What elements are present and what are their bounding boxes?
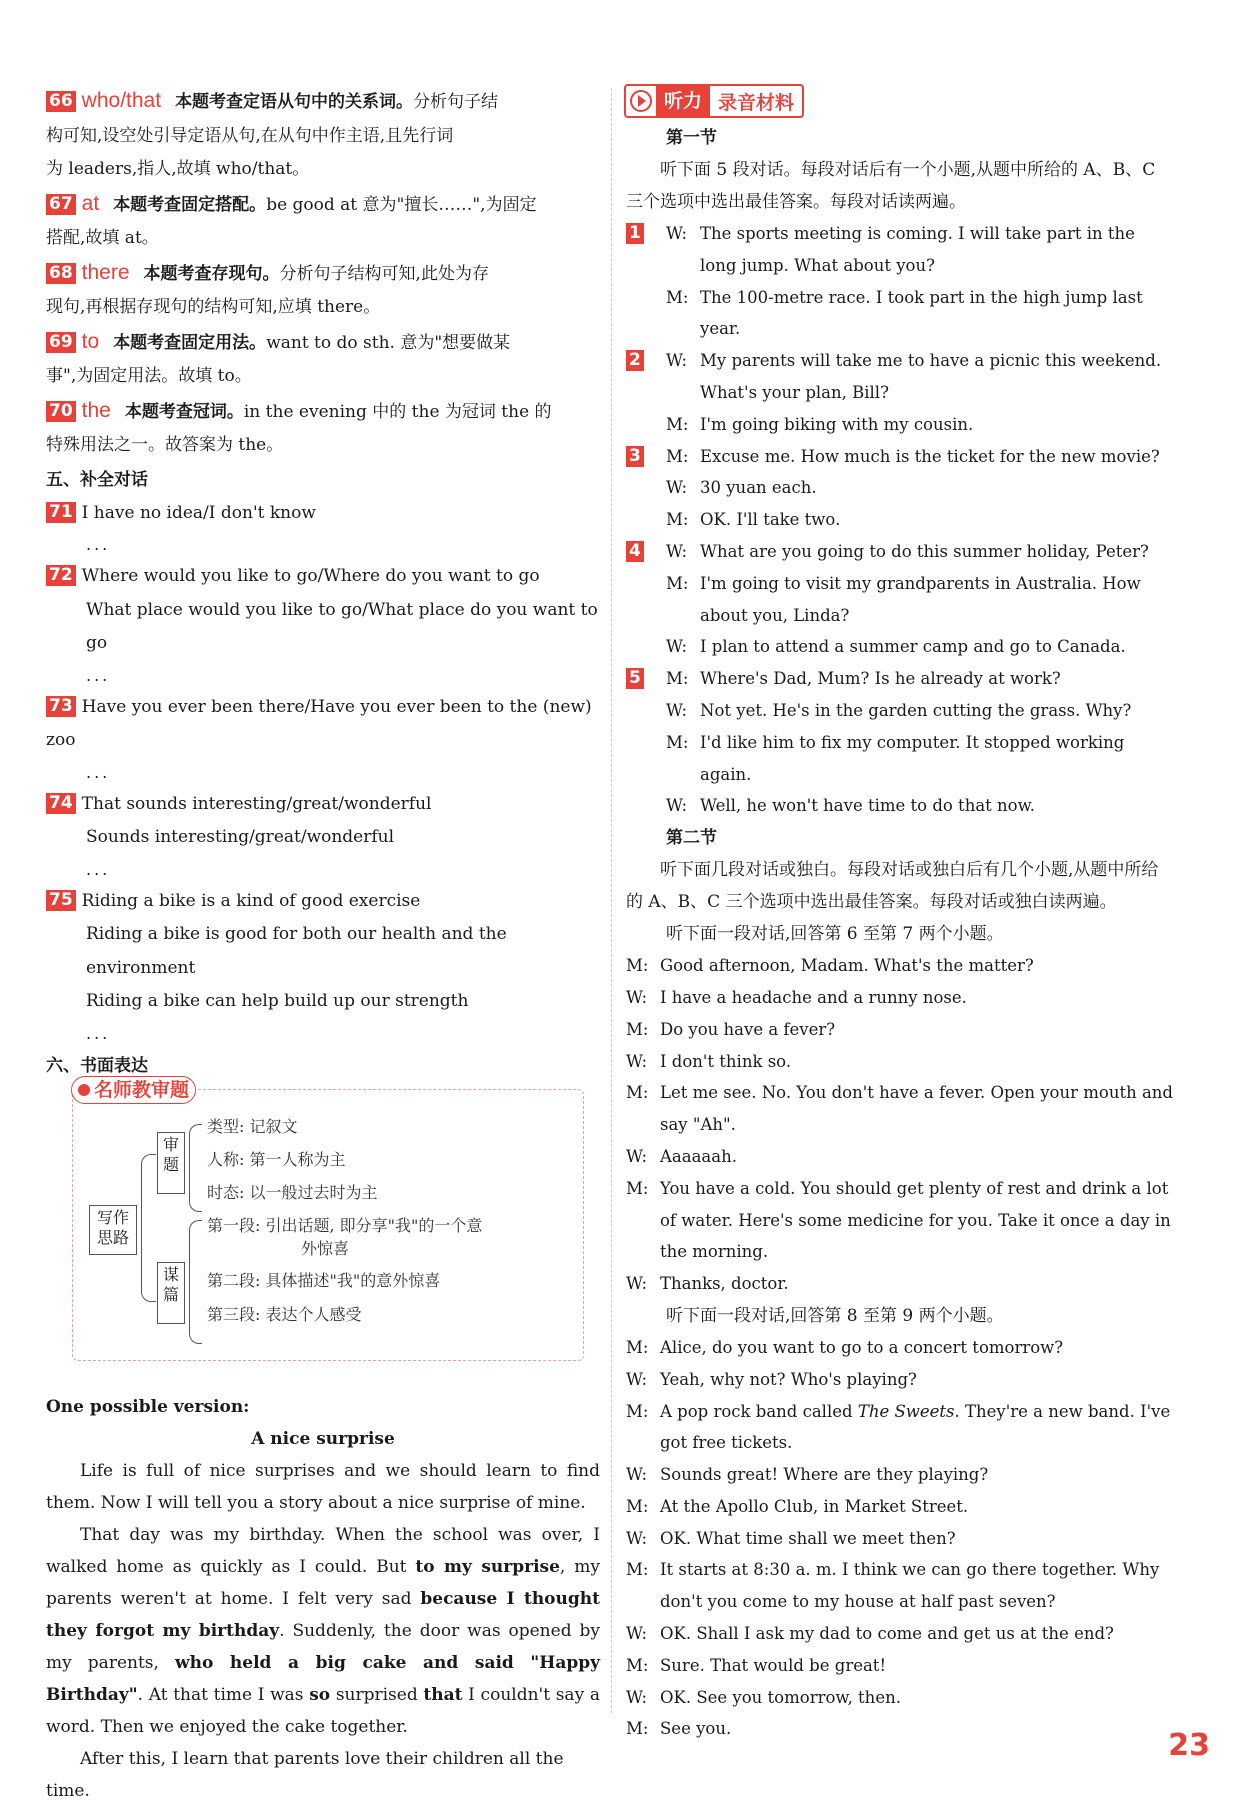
speaker: M: [666,510,689,530]
dialog-line [626,472,1174,504]
utterance [660,1491,1174,1523]
dialog-number-slot [626,345,666,409]
speaker: M: [666,287,689,307]
dialog-line [626,536,1174,568]
text-span: Thanks, doctor. [660,1274,789,1294]
answer-line: Have you ever been there/Have you ever been to the (new) zoo [46,696,592,750]
question-number: 71 [46,502,76,523]
answer-70 [46,394,600,463]
dialog-number: 4 [626,541,644,562]
answer-line: Riding a bike is a kind of good exercise [81,890,421,911]
utterance [660,1014,1174,1046]
dialog-answer-71 [46,497,600,561]
ellipsis: ... [86,1023,111,1043]
question-number: 69 [46,332,76,353]
listening-label: 听力 [656,86,710,116]
answer-text: there [81,260,130,284]
speaker: M: [626,1019,649,1039]
answer-line: I have no idea/I don't know [81,502,316,523]
dialog-line [626,568,1174,632]
text-span: The sports meeting is coming. I will take part in the long jump. What about you? [700,224,1135,275]
dialog-line [626,504,1174,536]
dialog-line [626,282,1174,346]
speaker: M: [626,1655,649,1675]
dialog-line [626,1618,1174,1650]
dialog-number-slot [626,282,666,346]
speaker: M: [626,1178,649,1198]
analysis-line: be good at 意为"擅长……",为固定 [266,194,537,215]
dialog-answer-72 [46,560,600,691]
page-number: 23 [1168,1728,1210,1763]
teacher-tips-label: 名师教审题 [94,1078,190,1101]
bold-span: that [423,1684,463,1705]
dialog-line [626,1682,1174,1714]
utterance [700,695,1174,727]
dialog-number-slot [626,790,666,822]
dialog-line [626,1014,1174,1046]
utterance [660,1618,1174,1650]
dialog-line [626,950,1174,982]
analysis-line: in the evening 中的 the 为冠词 the 的 [243,401,552,422]
essay-label: One possible version: [46,1396,250,1417]
utterance [660,1459,1174,1491]
text-span: Not yet. He's in the garden cutting the grass. Why? [700,700,1132,720]
speaker: W: [626,1465,648,1485]
dialog-line [626,1141,1174,1173]
speaker: M: [666,669,689,689]
question-number: 66 [46,91,76,112]
analysis-title: 本题考查定语从句中的关系词。 [175,92,414,112]
utterance [660,1713,1174,1745]
dialog-number-slot [626,409,666,441]
speaker: W: [626,1146,648,1166]
dialog-answer-74 [46,788,600,885]
utterance [660,1682,1174,1714]
conversation2-instructions: 听下面一段对话,回答第 8 至第 9 两个小题。 [666,1305,1004,1326]
text-span: See you. [660,1719,732,1739]
question-number: 75 [46,890,76,911]
tip-item: 第二段: 具体描述"我"的意外惊喜 [207,1270,441,1290]
bold-span: so [309,1684,331,1705]
analysis-title: 本题考查固定用法。 [113,332,267,353]
utterance [660,1364,1174,1396]
text-span: Where's Dad, Mum? Is he already at work? [700,669,1061,689]
utterance [700,504,1174,536]
analysis-line: 分析句子结 [413,92,499,112]
dialog-line [626,1268,1174,1300]
speaker: W: [666,541,688,561]
tip-item: 外惊喜 [301,1238,350,1258]
speaker: W: [666,224,688,243]
dialog-line [626,1077,1174,1141]
analysis-title: 本题考查存现句。 [143,263,280,284]
text-span: Good afternoon, Madam. What's the matter? [660,956,1034,976]
text-span: OK. What time shall we meet then? [660,1528,956,1548]
speaker: W: [626,1624,648,1644]
text-span: Aaaaaah. [660,1146,737,1166]
speaker: M: [626,1719,649,1739]
utterance [700,441,1174,473]
bold-span: who held a big cake and said "Happy Birthday" [46,1652,600,1705]
dialog-number-slot [626,663,666,695]
text-span: Alice, do you want to go to a concert tomorrow? [660,1337,1064,1357]
ellipsis: ... [86,665,111,685]
tip-item: 时态: 以一般过去时为主 [207,1182,378,1202]
dialog-line [626,409,1174,441]
branch-label: 审题 [162,1134,179,1174]
answer-line: That sounds interesting/great/wonderful [81,793,432,814]
text-span: I don't think so. [660,1051,792,1071]
dialog-number-slot [626,695,666,727]
dialog-number-slot [626,631,666,663]
utterance [700,409,1174,441]
analysis-line: 搭配,故填 at。 [46,228,159,248]
dialog-line [626,1713,1174,1745]
root-brace [141,1154,156,1302]
tip-item: 第一段: 引出话题, 即分享"我"的一个意 [207,1215,483,1235]
answer-line: Riding a bike is good for both our health and the environment [86,924,507,978]
utterance [660,1046,1174,1078]
dialog-number: 5 [626,668,644,689]
speaker: W: [666,700,688,720]
speaker: M: [626,1337,649,1357]
utterance [660,950,1174,982]
conversation1-instructions: 听下面一段对话,回答第 6 至第 7 两个小题。 [666,924,1004,945]
text-span: OK. I'll take two. [700,510,841,530]
bold-span: because I thought they forgot my birthday [46,1588,600,1641]
utterance [700,631,1174,663]
right-column [626,84,1174,1745]
answer-text: to [81,329,100,353]
essay-paragraph: After this, I learn that parents love their children all the time. [46,1748,564,1801]
analysis-line: 特殊用法之一。故答案为 the。 [46,435,284,455]
question-number: 73 [46,696,76,717]
utterance [660,1396,1174,1460]
dialog-number-slot [626,568,666,632]
speaker: W: [626,1369,648,1389]
text-span: That day was my birthday. When the school was over, I walked home as quickly as I could. But [46,1524,600,1577]
text-span: I plan to attend a summer camp and go to Canada. [700,637,1126,657]
dialog-line [626,631,1174,663]
speaker: W: [666,796,688,816]
conversation-2 [626,1332,1174,1745]
text-span: Well, he won't have time to do that now. [700,796,1036,816]
speaker: W: [626,1528,648,1548]
utterance [660,1332,1174,1364]
dialog-number-slot [626,218,666,282]
analysis-line: 事",为固定用法。故填 to。 [46,366,252,386]
dialog-number: 3 [626,446,644,467]
speaker: M: [626,1496,649,1516]
question-number: 68 [46,263,76,284]
essay-paragraph [46,1519,600,1743]
utterance [700,472,1174,504]
dialog-list [626,218,1174,822]
utterance [660,1268,1174,1300]
question-number: 70 [46,401,76,422]
speaker: M: [666,446,689,466]
speaker: W: [626,987,648,1007]
answer-69 [46,325,600,394]
dialog-line [626,345,1174,409]
answer-text: who/that [81,89,162,112]
utterance [700,727,1174,791]
text-span: surprised [330,1684,424,1705]
analysis-title: 本题考查固定搭配。 [113,194,267,215]
text-span: I'm going to visit my grandparents in Australia. How about you, Linda? [700,573,1141,625]
text-span: You have a cold. You should get plenty of rest and drink a lot of water. Here's some medicine for you. Take it once a day in the morning. [660,1178,1171,1262]
tip-item: 第三段: 表达个人感受 [207,1304,362,1324]
italic-span: The Sweets [857,1401,955,1421]
text-span: The 100-metre race. I took part in the high jump last year. [700,287,1143,339]
branch1-brace [189,1124,202,1212]
speaker: W: [666,637,688,657]
speaker: M: [626,1083,649,1103]
dialog-line [626,695,1174,727]
question-number: 67 [46,194,76,215]
column-divider [611,88,612,1713]
utterance [660,1173,1174,1268]
branch-label: 谋篇 [162,1264,179,1304]
ellipsis: ... [86,859,111,879]
speaker: W: [626,1274,648,1294]
dialog-number: 2 [626,350,644,371]
text-span: I have a headache and a runny nose. [660,987,967,1007]
branch-moupian [157,1262,185,1324]
text-span: Sure. That would be great! [660,1655,887,1675]
utterance [660,1141,1174,1173]
text-span: Let me see. No. You don't have a fever. Open your mouth and say "Ah". [660,1083,1173,1135]
text-span: I'm going biking with my cousin. [700,414,974,434]
root-node [89,1205,137,1255]
utterance [700,568,1174,632]
dialog-line [626,790,1174,822]
text-span: I couldn't say a word. Then we enjoyed the cake together. [46,1684,600,1737]
utterance [700,536,1174,568]
text-span: My parents will take me to have a picnic this weekend. What's your plan, Bill? [700,351,1162,402]
text-span: At the Apollo Club, in Market Street. [660,1496,969,1516]
text-span: Excuse me. How much is the ticket for the new movie? [700,446,1160,466]
text-span: Yeah, why not? Who's playing? [660,1369,917,1389]
dialog-answer-75 [46,885,600,1049]
utterance [660,1523,1174,1555]
dialog-line [626,1396,1174,1460]
dialog-line [626,1046,1174,1078]
dialog-number-slot [626,504,666,536]
text-span: . Suddenly, the door was opened by my parents, [46,1620,601,1673]
part2-instructions: 听下面几段对话或独白。每段对话或独白后有几个小题,从题中所给的 A、B、C 三个选项中选出最佳答案。每段对话或独白读两遍。 [626,860,1159,913]
utterance [700,218,1174,282]
dialog-line [626,218,1174,282]
part2-title: 第二节 [666,828,717,849]
text-span: It starts at 8:30 a. m. I think we can go there together. Why don't you come to my house at half past seven? [660,1560,1160,1612]
text-span: OK. See you tomorrow, then. [660,1687,901,1707]
text-span: 30 yuan each. [700,478,817,498]
part1-instructions: 听下面 5 段对话。每段对话后有一个小题,从题中所给的 A、B、C 三个选项中选出最佳答案。每段对话读两遍。 [626,160,1156,212]
answer-66 [46,84,600,187]
teacher-tips-box [72,1078,584,1361]
text-span: What are you going to do this summer holiday, Peter? [700,541,1149,561]
branch2-brace [189,1220,202,1344]
part1-title: 第一节 [666,128,717,148]
dialog-line [626,1554,1174,1618]
section-6-title: 六、书面表达 [46,1055,148,1076]
dialog-line [626,982,1174,1014]
question-number: 74 [46,793,76,814]
analysis-line: 现句,再根据存现句的结构可知,应填 there。 [46,297,381,317]
ellipsis: ... [86,762,111,782]
ellipsis: ... [86,535,111,554]
answer-text: the [81,398,111,422]
utterance [660,1650,1174,1682]
utterance [700,282,1174,346]
dialog-number: 1 [626,223,644,244]
dialog-line [626,1650,1174,1682]
speaker: W: [666,351,688,371]
answer-line: Where would you like to go/Where do you want to go [81,566,540,586]
utterance [700,345,1174,409]
utterance [660,1077,1174,1141]
answer-line: What place would you like to go/What place do you want to go [86,599,598,653]
dialog-line [626,663,1174,695]
flower-icon [78,1084,90,1096]
text-span: . At that time I was [137,1684,310,1705]
speaker: M: [626,956,649,976]
tip-item: 人称: 第一人称为主 [207,1149,346,1169]
root-label: 写作思路 [96,1207,129,1247]
answer-line: Riding a bike can help build up our strength [86,991,469,1011]
dialog-number-slot [626,536,666,568]
speaker: M: [666,414,689,434]
dialog-number-slot [626,727,666,791]
utterance [700,663,1174,695]
dialog-line [626,1332,1174,1364]
dialog-answer-73 [46,691,600,788]
dialog-line [626,441,1174,473]
teacher-tips-title [71,1076,196,1104]
analysis-line: 为 leaders,指人,故填 who/that。 [46,159,310,179]
section-5-title: 五、补全对话 [46,469,148,490]
essay-paragraph: Life is full of nice surprises and we should learn to find them. Now I will tell you a story about a nice surprise of mine. [46,1460,600,1513]
speaker: M: [626,1560,649,1580]
branch-shenti [157,1132,185,1194]
bold-span: to my surprise [415,1556,560,1577]
tip-item: 类型: 记叙文 [207,1116,298,1136]
dialog-number-slot [626,441,666,473]
speaker: M: [666,732,689,752]
speaker: M: [626,1401,649,1421]
speaker: W: [626,1051,648,1071]
answer-68 [46,256,600,325]
text-span: , my parents weren't at home. I felt very sad [46,1556,600,1609]
answer-line: Sounds interesting/great/wonderful [86,827,395,847]
analysis-line: 分析句子结构可知,此处为存 [279,263,489,284]
essay-title: A nice surprise [251,1428,395,1449]
answer-67 [46,187,600,256]
conversation-1 [626,950,1174,1300]
analysis-line: want to do sth. 意为"想要做某 [266,332,511,353]
utterance [700,790,1174,822]
dialog-line [626,727,1174,791]
speaker: M: [666,573,689,593]
speaker: W: [626,1687,648,1707]
listening-tag [624,84,804,118]
text-span: OK. Shall I ask my dad to come and get us at the end? [660,1624,1114,1644]
answer-text: at [81,191,100,215]
play-icon [630,90,652,112]
dialog-line [626,1459,1174,1491]
dialog-number-slot [626,472,666,504]
text-span: Do you have a fever? [660,1019,836,1039]
dialog-line [626,1364,1174,1396]
dialog-line [626,1523,1174,1555]
utterance [660,982,1174,1014]
speaker: W: [666,478,688,498]
dialog-line [626,1491,1174,1523]
left-column [46,84,600,1807]
essay [46,1391,600,1807]
text-span: I'd like him to fix my computer. It stopped working again. [700,732,1125,784]
text-span: . They're a new band. I've got free tickets. [660,1401,1171,1453]
analysis-line: 构可知,设空处引导定语从句,在从句中作主语,且先行词 [46,125,454,146]
text-span: A pop rock band called [660,1401,858,1421]
dialog-line [626,1173,1174,1268]
transcript-label: 录音材料 [718,91,795,114]
text-span: Sounds great! Where are they playing? [660,1465,989,1485]
utterance [660,1554,1174,1618]
analysis-title: 本题考查冠词。 [124,401,244,422]
question-number: 72 [46,565,76,586]
